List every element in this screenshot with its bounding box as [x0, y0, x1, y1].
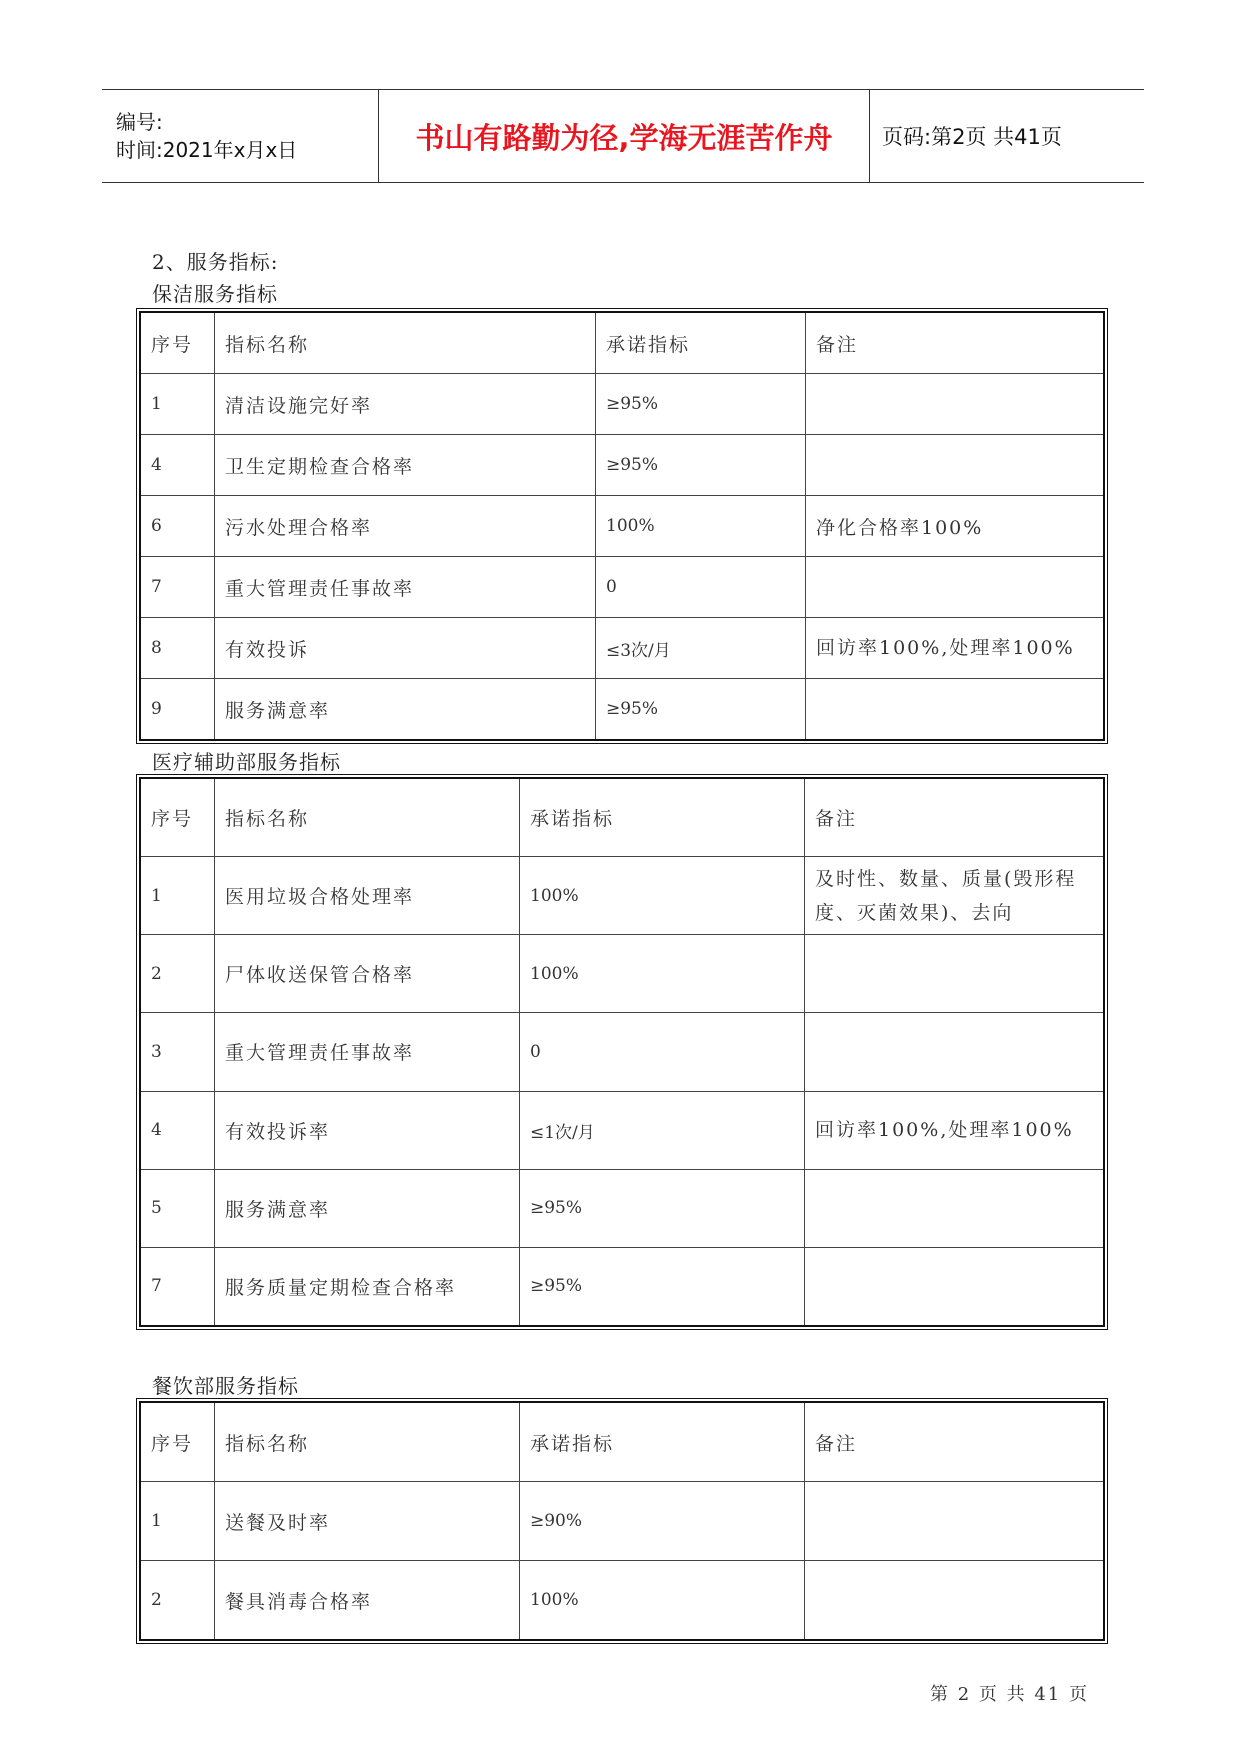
- commitment-cell: 0: [520, 1013, 805, 1091]
- header-page-info: 页码:第2页 共41页: [882, 125, 1062, 149]
- remark-cell: [805, 1247, 1104, 1325]
- indicator-name-cell: 污水处理合格率: [215, 496, 596, 557]
- serial-cell: 2: [141, 935, 215, 1013]
- table-row: [141, 1013, 1104, 1091]
- serial-cell: 3: [141, 1013, 215, 1091]
- remark-cell: [805, 1013, 1104, 1091]
- commitment-cell: ≥95%: [520, 1247, 805, 1325]
- page-header: [102, 89, 1144, 183]
- remark-cell: [806, 374, 1104, 435]
- serial-cell: 4: [141, 1091, 215, 1169]
- header-motto: 书山有路勤为径,学海无涯苦作舟: [379, 90, 870, 183]
- document-number-label: 编号:: [116, 110, 163, 134]
- document-date: 时间:2021年x月x日: [116, 138, 298, 162]
- indicator-name-cell: 尸体收送保管合格率: [215, 935, 520, 1013]
- serial-cell: 1: [141, 857, 215, 935]
- header-meta: [102, 90, 379, 183]
- table-row: [141, 1091, 1104, 1169]
- column-header-indicator-name-cell: 指标名称: [215, 313, 596, 374]
- table-row: [141, 857, 1104, 935]
- remark-cell: [805, 1561, 1104, 1640]
- indicator-name-cell: 餐具消毒合格率: [215, 1561, 520, 1640]
- medical-table-frame: [136, 774, 1108, 1330]
- table-row: [141, 374, 1104, 435]
- column-header-commitment-cell: 承诺指标: [520, 779, 805, 857]
- table-row: [141, 557, 1104, 618]
- table-caption-cleaning: 保洁服务指标: [152, 282, 278, 306]
- serial-cell: 6: [141, 496, 215, 557]
- table-header-row: [141, 779, 1104, 857]
- remark-cell: 回访率100%,处理率100%: [806, 618, 1104, 679]
- serial-cell: 9: [141, 679, 215, 740]
- indicator-name-cell: 重大管理责任事故率: [215, 1013, 520, 1091]
- table-row: [141, 1169, 1104, 1247]
- column-header-indicator-name-cell: 指标名称: [215, 1403, 520, 1482]
- indicator-name-cell: 有效投诉: [215, 618, 596, 679]
- indicator-name-cell: 有效投诉率: [215, 1091, 520, 1169]
- indicator-name-cell: 卫生定期检查合格率: [215, 435, 596, 496]
- table-row: [141, 435, 1104, 496]
- indicator-name-cell: 送餐及时率: [215, 1482, 520, 1561]
- remark-cell: 及时性、数量、质量(毁形程度、灭菌效果)、去向: [805, 857, 1104, 935]
- indicator-name-cell: 医用垃圾合格处理率: [215, 857, 520, 935]
- remark-cell: 净化合格率100%: [806, 496, 1104, 557]
- commitment-cell: ≥95%: [596, 679, 806, 740]
- indicator-name-cell: 清洁设施完好率: [215, 374, 596, 435]
- serial-cell: 7: [141, 557, 215, 618]
- commitment-cell: ≥90%: [520, 1482, 805, 1561]
- serial-cell: 1: [141, 374, 215, 435]
- serial-cell: 1: [141, 1482, 215, 1561]
- commitment-cell: ≤3次/月: [596, 618, 806, 679]
- cleaning-table-frame: [136, 308, 1108, 744]
- table-row: [141, 1247, 1104, 1325]
- indicator-name-cell: 重大管理责任事故率: [215, 557, 596, 618]
- commitment-cell: 100%: [596, 496, 806, 557]
- page-footer: 第 2 页 共 41 页: [930, 1684, 1089, 1705]
- serial-cell: 8: [141, 618, 215, 679]
- remark-cell: [806, 435, 1104, 496]
- commitment-cell: 100%: [520, 1561, 805, 1640]
- table-row: [141, 1482, 1104, 1561]
- catering-indicators-table: [140, 1402, 1104, 1640]
- commitment-cell: ≥95%: [596, 435, 806, 496]
- serial-cell: 4: [141, 435, 215, 496]
- table-caption-medical: 医疗辅助部服务指标: [152, 750, 341, 774]
- indicator-name-cell: 服务质量定期检查合格率: [215, 1247, 520, 1325]
- table-header-row: [141, 313, 1104, 374]
- catering-table-frame: [136, 1398, 1108, 1644]
- remark-cell: [805, 1482, 1104, 1561]
- commitment-cell: ≥95%: [520, 1169, 805, 1247]
- table-row: [141, 1561, 1104, 1640]
- commitment-cell: ≤1次/月: [520, 1091, 805, 1169]
- remark-cell: [805, 1169, 1104, 1247]
- column-header-remark-cell: 备注: [805, 1403, 1104, 1482]
- column-header-serial-cell: 序号: [141, 1403, 215, 1482]
- column-header-serial-cell: 序号: [141, 313, 215, 374]
- table-row: [141, 935, 1104, 1013]
- remark-cell: [806, 557, 1104, 618]
- column-header-commitment-cell: 承诺指标: [520, 1403, 805, 1482]
- serial-cell: 5: [141, 1169, 215, 1247]
- remark-cell: 回访率100%,处理率100%: [805, 1091, 1104, 1169]
- commitment-cell: 100%: [520, 857, 805, 935]
- column-header-remark-cell: 备注: [805, 779, 1104, 857]
- table-row: [141, 679, 1104, 740]
- table-row: [141, 618, 1104, 679]
- column-header-commitment-cell: 承诺指标: [596, 313, 806, 374]
- table-row: [141, 496, 1104, 557]
- remark-cell: [806, 679, 1104, 740]
- table-caption-catering: 餐饮部服务指标: [152, 1374, 299, 1398]
- commitment-cell: ≥95%: [596, 374, 806, 435]
- serial-cell: 2: [141, 1561, 215, 1640]
- cleaning-indicators-table: [140, 312, 1104, 740]
- commitment-cell: 100%: [520, 935, 805, 1013]
- section-title: 2、服务指标:: [152, 250, 279, 274]
- commitment-cell: 0: [596, 557, 806, 618]
- table-header-row: [141, 1403, 1104, 1482]
- column-header-indicator-name-cell: 指标名称: [215, 779, 520, 857]
- indicator-name-cell: 服务满意率: [215, 679, 596, 740]
- column-header-serial-cell: 序号: [141, 779, 215, 857]
- remark-cell: [805, 935, 1104, 1013]
- serial-cell: 7: [141, 1247, 215, 1325]
- indicator-name-cell: 服务满意率: [215, 1169, 520, 1247]
- medical-indicators-table: [140, 778, 1104, 1326]
- column-header-remark-cell: 备注: [806, 313, 1104, 374]
